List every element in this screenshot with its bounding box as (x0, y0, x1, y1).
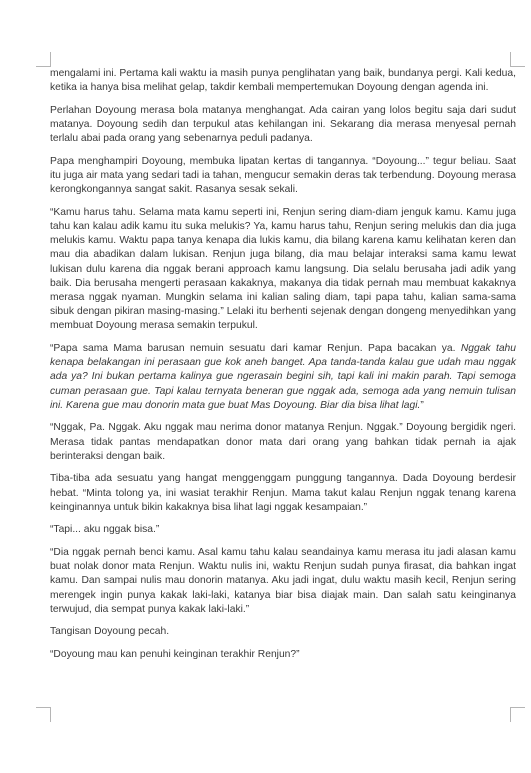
paragraph: “Tapi... aku nggak bisa.” (50, 524, 160, 536)
paragraph: mengalami ini. Pertama kali waktu ia masih punya penglihatan yang baik, bundanya pergi. Kali kedua, ketika ia hanya bisa melihat gelap, takdir kembali mempertemukan Doyoung dengan agenda ini. (50, 68, 516, 94)
paragraph: Tangisan Doyoung pecah. (50, 626, 170, 638)
crop-mark-bottom-left (36, 707, 51, 722)
paragraph: “Dia nggak pernah benci kamu. Asal kamu tahu kalau seandainya kamu merasa itu jadi alasan kamu buat nolak donor mata Renjun. Waktu nulis ini, waktu Renjun sudah punya firasat, dia bahkan ingat kamu. Dan sampai nulis mau donorin matanya. Aku jadi ingat, dulu waktu masih kecil, Renjun sering merengek ingin punya kakak laki-laki, katanya biar bisa diajak main. Dan salah satu keinginanya terwujud, dia sempat punya kakak laki-laki.” (50, 547, 516, 615)
paragraph: Papa menghampiri Doyoung, membuka lipatan kertas di tangannya. “Doyoung...” tegur beliau. Saat itu juga air mata yang sedari tadi ia tahan, mengucur semakin deras tak terbendung. Doyoung merasa kerongkongannya sangat sakit. Rasanya sesak sekali. (50, 155, 516, 196)
paragraph: “Papa sama Mama barusan nemuin sesuatu dari kamar Renjun. Papa bacakan ya. Nggak tahu kenapa belakangan ini perasaan gue kok aneh banget. Apa tanda-tanda kalau gue udah mau nggak ada ya? Ini bukan pertama kalinya gue ngerasain begini sih, tapi kali ini makin parah. Tapi semoga cuman perasaan gue. Tapi kalau ternyata beneran gue nggak ada, semoga ada yang nemuin tulisan ini. Karena gue mau donorin mata gue buat Mas Doyoung. Biar dia bisa lihat lagi.” (50, 343, 516, 411)
document-body[interactable] (50, 67, 516, 671)
crop-mark-top-left (36, 52, 51, 67)
crop-mark-top-right (510, 52, 525, 67)
crop-mark-bottom-right (510, 707, 525, 722)
paragraph: “Kamu harus tahu. Selama mata kamu seperti ini, Renjun sering diam-diam jenguk kamu. Kamu juga tahu kan kalau adik kamu itu suka melukis? Ya, kamu harus tahu, Renjun sering melukis dan dia juga melukis kamu. Waktu papa tanya kenapa dia lukis kamu, dia bilang karena kamu kelihatan keren dan mau dia abadikan dalam lukisan. Renjun juga bilang, dia mau belajar interaksi sama kamu lewat lukisan dulu karena dia nggak berani approach kamu langsung. Dia selalu berusaha jadi adik yang baik. Dia berusaha mengerti perasaan kakaknya, makanya dia tidak pernah mau membuat kakaknya merasa nggak nyaman. Mungkin selama ini kalian saling diam, tapi papa tahu, kalian sama-sama sibuk dengan pikiran masing-masing.” Lelaki itu berhenti sejenak dengan dongeng menyedihkan yang membuat Doyoung merasa semakin terpukul. (50, 206, 516, 332)
paragraph: “Nggak, Pa. Nggak. Aku nggak mau nerima donor matanya Renjun. Nggak.” Doyoung bergidik ngeri. Merasa tidak pantas mendapatkan donor mata dari orang yang bahkan tidak pernah ia ajak berinteraksi dengan baik. (50, 422, 516, 462)
paragraph: Perlahan Doyoung merasa bola matanya menghangat. Ada cairan yang lolos begitu saja dari sudut matanya. Doyoung sedih dan terpukul atas kehilangan ini. Sekarang dia merasa menyesal pernah terlalu abai pada orang yang sebenarnya peduli padanya. (50, 104, 516, 145)
paragraph: “Doyoung mau kan penuhi keinginan terakhir Renjun?” (50, 649, 300, 661)
paragraph: Tiba-tiba ada sesuatu yang hangat menggenggam punggung tangannya. Dada Doyoung berdesir hebat. “Minta tolong ya, ini wasiat terakhir Renjun. Mama takut kalau Renjun nggak tenang karena keinginannya untuk bikin kakaknya bisa lihat lagi nggak kesampaian.” (50, 473, 516, 513)
italic-note: Nggak tahu kenapa belakangan ini perasaan gue kok aneh banget. Apa tanda-tanda kalau gue udah mau nggak ada ya? Ini bukan pertama kalinya gue ngerasain begini sih, tapi kali ini makin parah. Tapi semoga cuman perasaan gue. Tapi kalau ternyata beneran gue nggak ada, semoga ada yang nemuin tulisan ini. Karena gue mau donorin mata gue buat Mas Doyoung. Biar dia bisa lihat lagi. (50, 343, 516, 411)
